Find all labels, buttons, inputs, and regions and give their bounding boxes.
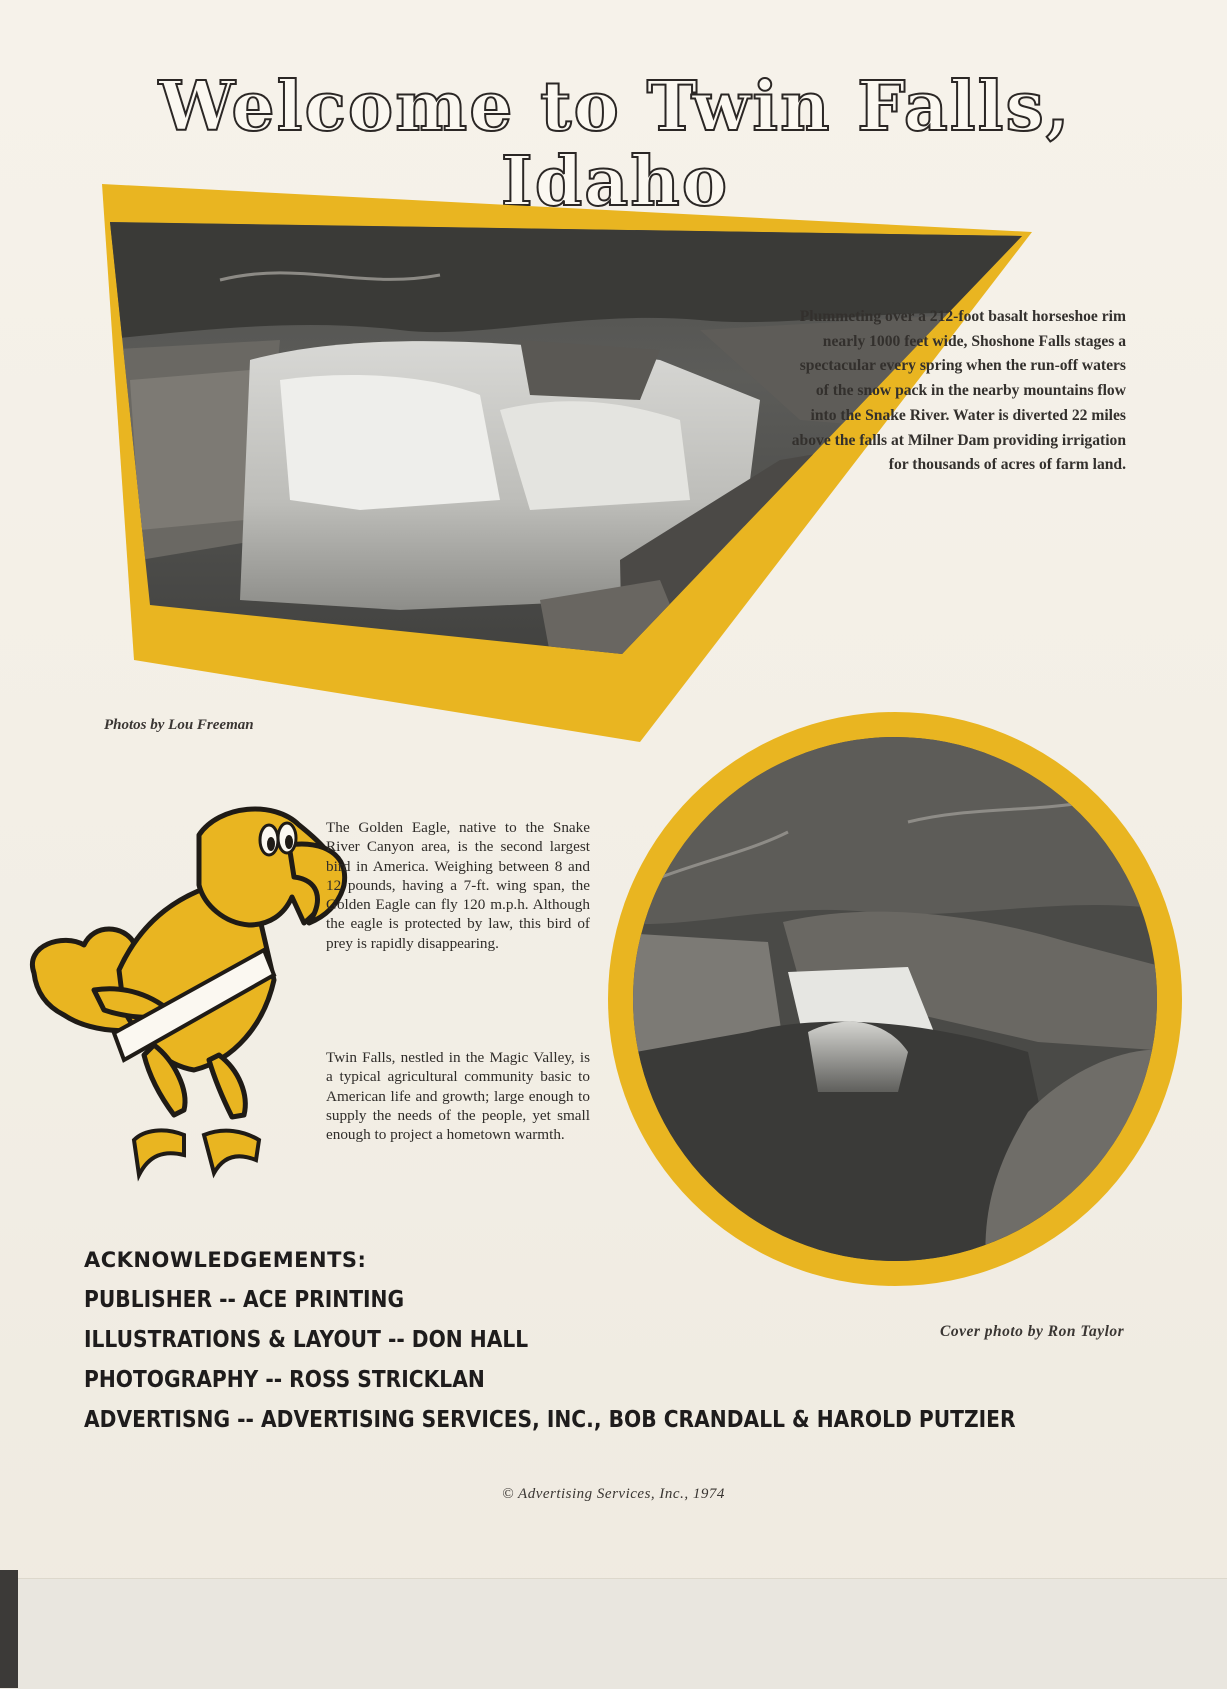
photos-credit: Photos by Lou Freeman	[104, 717, 254, 733]
acknowledgements-title: ACKNOWLEDGEMENTS:	[84, 1248, 367, 1272]
ack-advertising: ADVERTISNG -- ADVERTISING SERVICES, INC., BOB CRANDALL & HAROLD PUTZIER	[84, 1407, 1016, 1433]
ack-illustrations: ILLUSTRATIONS & LAYOUT -- DON HALL	[84, 1327, 529, 1353]
scan-edge	[0, 1570, 18, 1688]
page-title: Welcome to Twin Falls, Idaho	[158, 67, 1072, 222]
ack-photography: PHOTOGRAPHY -- ROSS STRICKLAN	[84, 1367, 485, 1393]
shoshone-falls-caption: Plummeting over a 212-foot basalt horseshoe rim nearly 1000 feet wide, Shoshone Falls stages a spectacular every spring when the run-off waters of the snow pack in the nearby mountains flow into the Snake River. Water is diverted 22 miles above the falls at Milner Dam providing irrigation for thousands of acres of farm land.	[791, 308, 1126, 474]
golden-eagle-caption: The Golden Eagle, native to the Snake River Canyon area, is the second largest bird in America. Weighing between 8 and 12 pounds, having a 7-ft. wing span, the Golden Eagle can fly 120 m.p.h. Although the eagle is protected by law, this bird of prey is rapidly disappearing.	[326, 819, 590, 952]
cover-photo-credit: Cover photo by Ron Taylor	[940, 1323, 1125, 1340]
copyright-notice: © Advertising Services, Inc., 1974	[502, 1486, 725, 1502]
canyon-aerial-photo	[608, 712, 1183, 1287]
ack-publisher: PUBLISHER -- ACE PRINTING	[84, 1287, 405, 1313]
golden-eagle-mascot-illustration	[24, 805, 364, 1195]
twin-falls-caption: Twin Falls, nestled in the Magic Valley, is a typical agricultural community basic to American life and growth; large enough to supply the needs of the people, yet small enough to project a hometown warmth.	[326, 1049, 590, 1144]
page-bottom-margin	[0, 1578, 1227, 1689]
acknowledgements	[84, 1248, 1143, 1440]
